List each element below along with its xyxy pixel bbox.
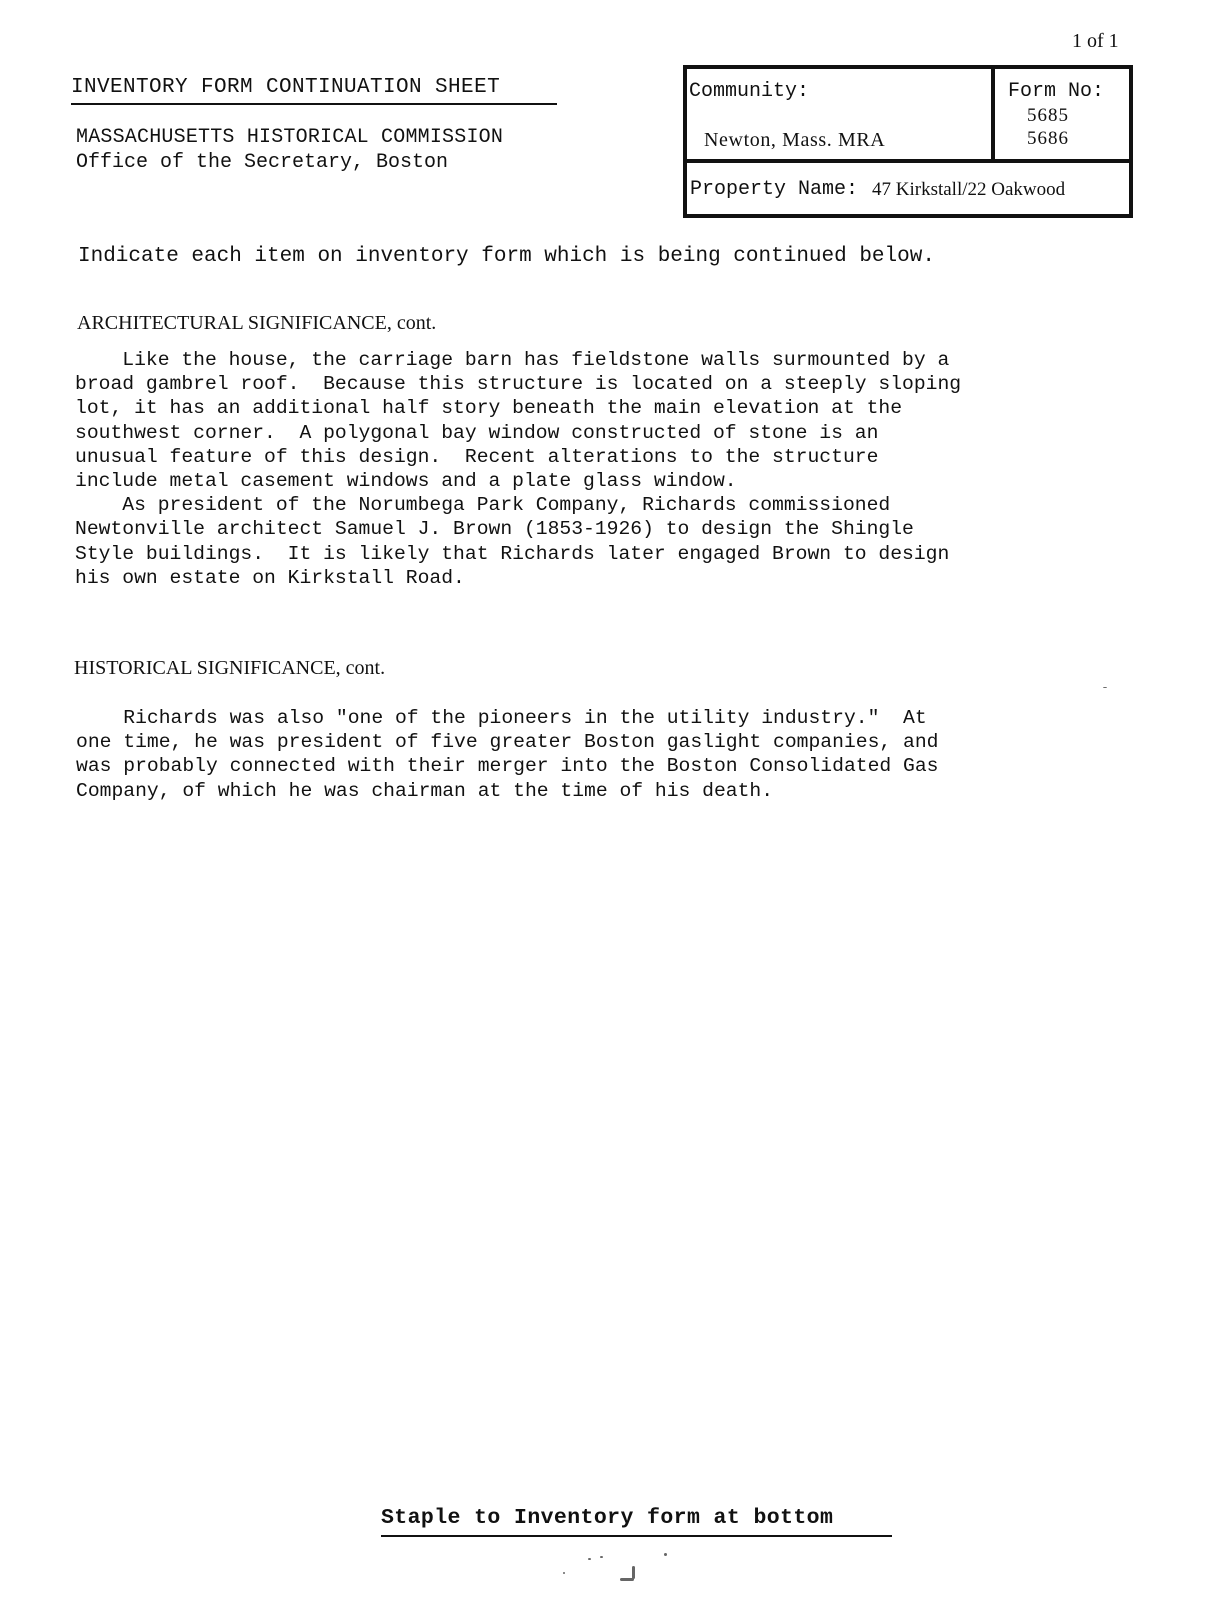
- property-name-value: 47 Kirkstall/22 Oakwood: [872, 179, 1066, 200]
- scan-speck: [563, 1572, 565, 1574]
- scan-speck: [588, 1558, 591, 1560]
- property-name-label: Property Name:: [690, 178, 859, 201]
- architectural-significance-heading: ARCHITECTURAL SIGNIFICANCE, cont.: [77, 312, 437, 334]
- form-title: INVENTORY FORM CONTINUATION SHEET: [71, 76, 501, 99]
- scan-speck: [1103, 687, 1107, 688]
- historical-significance-heading: HISTORICAL SIGNIFICANCE, cont.: [74, 657, 386, 679]
- form-info-divider-horizontal: [683, 159, 1133, 163]
- page-number: 1 of 1: [1072, 30, 1119, 52]
- historical-significance-text: Richards was also "one of the pioneers in the utility industry." At one time, he was president of five greater Boston gaslight companies, and was probably connected with their merger into the Boston Consolidated Gas Company, of which he was chairman at the time of his death.: [76, 707, 939, 802]
- scan-speck: [600, 1556, 603, 1558]
- agency-office: Office of the Secretary, Boston: [76, 151, 449, 174]
- community-label: Community:: [689, 80, 810, 103]
- community-value: Newton, Mass. MRA: [704, 129, 886, 151]
- scan-speck: [664, 1553, 667, 1556]
- title-underline: [71, 103, 557, 105]
- architectural-significance-text: Like the house, the carriage barn has fieldstone walls surmounted by a broad gambrel roof. Because this structure is located on a steeply sloping lot, it has an additional half story beneath the main elevation at the southwest corner. A polygonal bay window constructed of stone is an unusual feature of this design. Recent alterations to the structure include metal casement windows and a plate glass window. As president of the Norumbega Park Company, Richards commissioned Newtonville architect Samuel J. Brown (1853-1926) to design the Shingle Style buildings. It is likely that Richards later engaged Brown to design his own estate on Kirkstall Road.: [75, 349, 962, 589]
- scan-speck: [632, 1566, 635, 1579]
- form-number-value: 5685: [1027, 105, 1069, 126]
- form-number-label: Form No:: [1008, 80, 1105, 103]
- staple-underline: [381, 1535, 892, 1537]
- staple-instruction: Staple to Inventory form at bottom: [381, 1506, 834, 1530]
- instruction-text: Indicate each item on inventory form which is being continued below.: [78, 245, 935, 268]
- agency-name: MASSACHUSETTS HISTORICAL COMMISSION: [76, 126, 504, 149]
- form-info-divider-vertical: [991, 65, 995, 163]
- form-number-value: 5686: [1027, 128, 1069, 149]
